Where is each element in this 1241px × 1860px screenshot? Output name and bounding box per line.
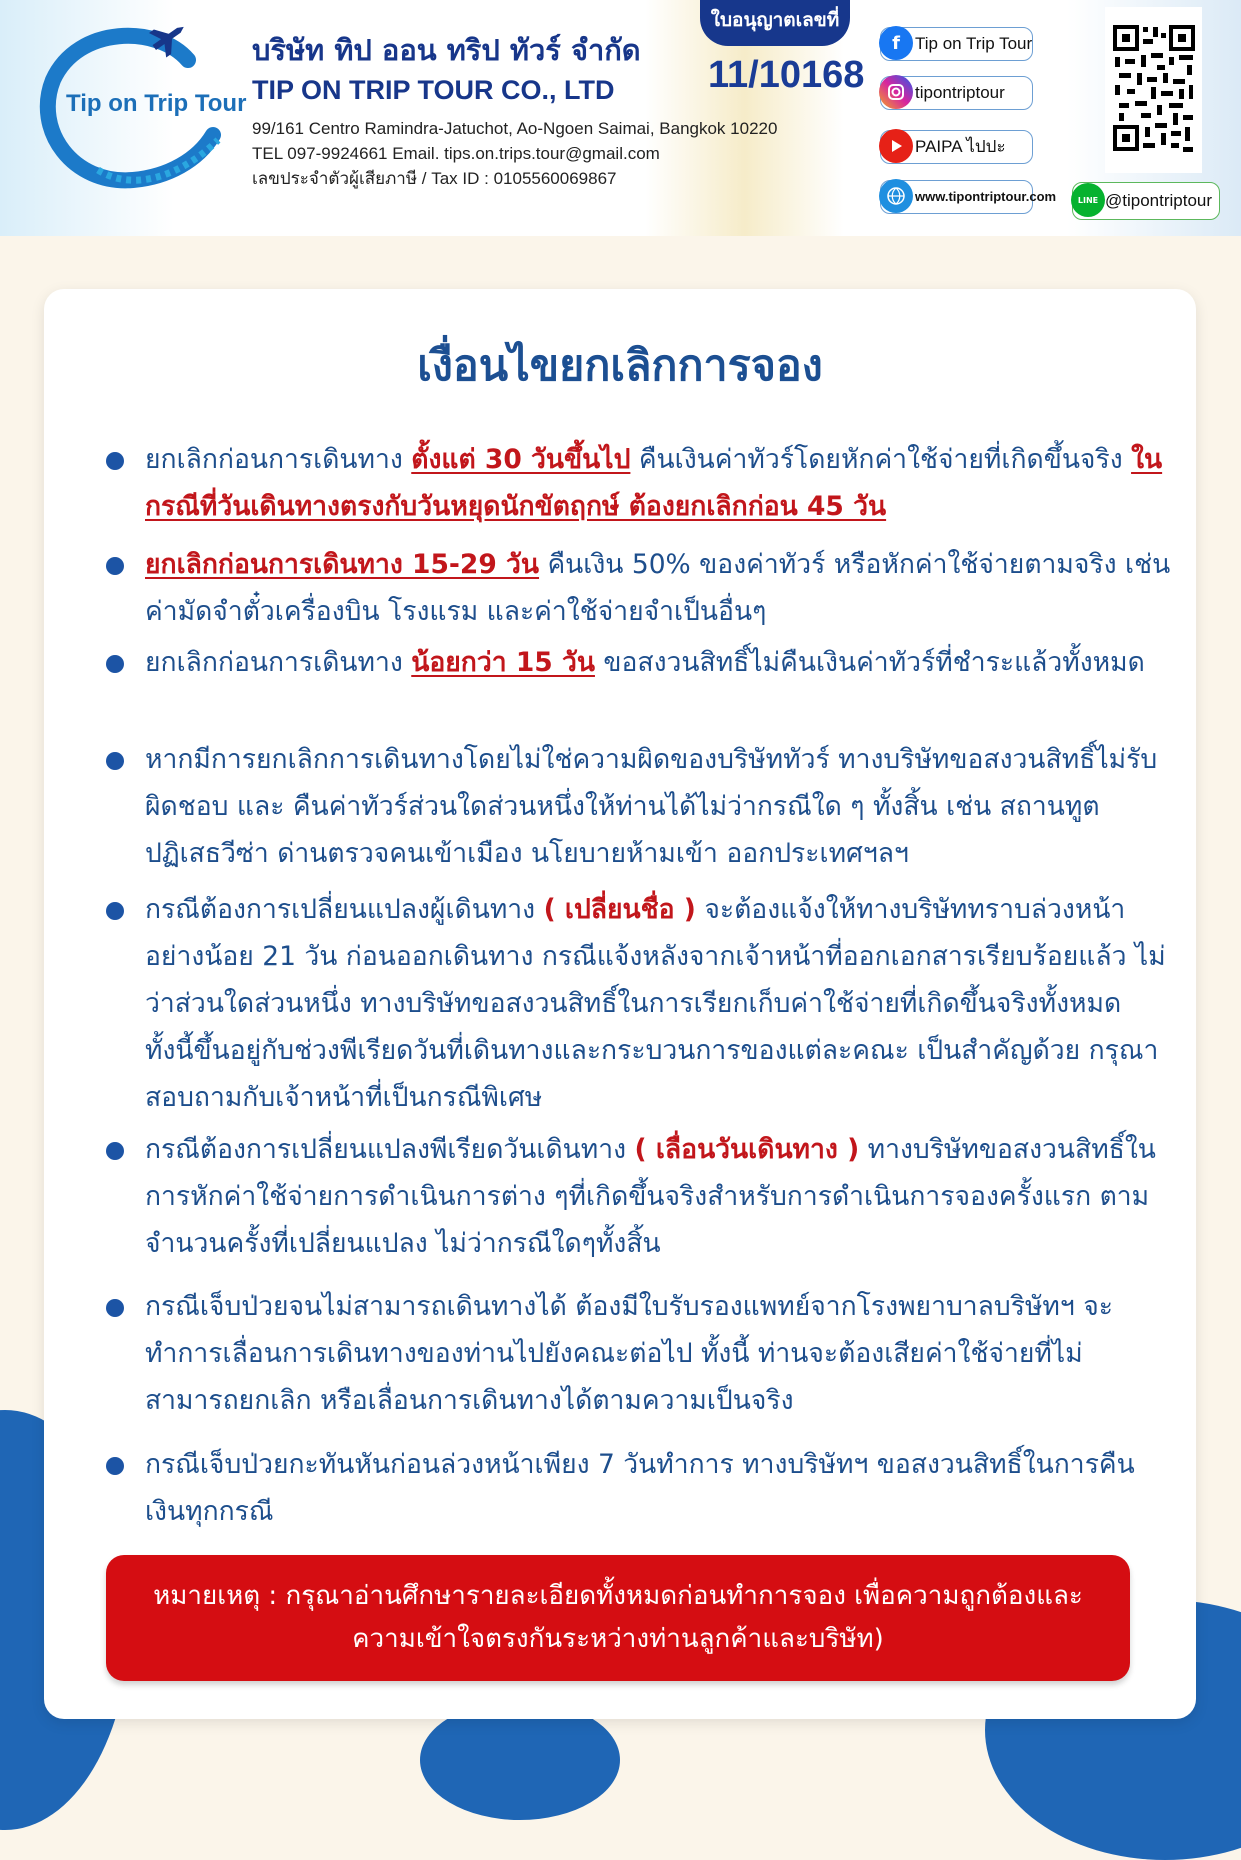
item-text: ขอสงวนสิทธิ์ไม่คืนเงินค่าทัวร์ที่ชำระแล้วทั้งหมด	[594, 647, 1145, 678]
list-item	[106, 886, 1172, 1121]
bullet-icon	[106, 1299, 124, 1317]
item-text: กรณีต้องการเปลี่ยนแปลงพีเรียดวันเดินทาง	[145, 1134, 635, 1165]
qr-code	[1105, 7, 1202, 173]
page-title: เงื่อนไขยกเลิกการจอง	[417, 341, 823, 391]
company-name-english: TIP ON TRIP TOUR CO., LTD	[252, 75, 615, 105]
company-tax-id: เลขประจำตัวผู้เสียภาษี / Tax ID : 0105560069867	[252, 169, 617, 188]
company-address: 99/161 Centro Ramindra-Jatuchot, Ao-Ngoen Saimai, Bangkok 10220	[252, 119, 778, 138]
facebook-label: Tip on Trip Tour	[915, 34, 1033, 53]
company-logo	[38, 20, 247, 202]
license-label: ใบอนุญาตเลขที่	[700, 0, 850, 46]
list-item	[106, 1283, 1172, 1424]
item-text: กรณีเจ็บป่วยกะทันหันก่อนล่วงหน้าเพียง 7 วันทำการ ทางบริษัทฯ ขอสงวนสิทธิ์ในการคืนเงินทุกกรณี	[145, 1449, 1135, 1527]
item-text: จะต้องแจ้งให้ทางบริษัททราบล่วงหน้า อย่างน้อย 21 วัน ก่อนออกเดินทาง กรณีแจ้งหลังจากเจ้าหน้าที่ออกเอกสารเรียบร้อยแล้ว ไม่ว่าส่วนใดส่วนหนึ่ง ทางบริษัทขอสงวนสิทธิ์ในการเรียกเก็บค่าใช้จ่ายที่เกิดขึ้นจริงทั้งหมด ทั้งนี้ขึ้นอยู่กับช่วงพีเรียดวันที่เดินทางและกระบวนการของแต่ละคณะ เป็นสำคัญด้วย กรุณาสอบถามกับเจ้าหน้าที่เป็นกรณีพิเศษ	[145, 894, 1166, 1113]
note-text: หมายเหตุ : กรุณาอ่านศึกษารายละเอียดทั้งหมดก่อนทำการจอง เพื่อความถูกต้องและความเข้าใจตรงกันระหว่างท่านลูกค้าและบริษัท)	[153, 1581, 1083, 1654]
bullet-icon	[106, 452, 124, 470]
instagram-icon	[879, 75, 913, 109]
instagram-link[interactable]	[880, 76, 1033, 110]
item-highlight: ( เปลี่ยนชื่อ )	[543, 894, 696, 925]
bullet-icon	[106, 902, 124, 920]
instagram-label: tipontriptour	[915, 83, 1005, 102]
bullet-icon	[106, 557, 124, 575]
logo-text: Tip on Trip Tour	[66, 90, 247, 117]
youtube-link[interactable]	[880, 130, 1033, 164]
line-link[interactable]	[1072, 182, 1220, 220]
bullet-icon	[106, 752, 124, 770]
company-info	[252, 28, 777, 191]
youtube-icon	[879, 129, 913, 163]
globe-icon	[879, 179, 913, 213]
item-text: คืนเงินค่าทัวร์โดยหักค่าใช้จ่ายที่เกิดขึ้นจริง	[630, 444, 1132, 475]
item-text: หากมีการยกเลิกการเดินทางโดยไม่ใช่ความผิดของบริษัททัวร์ ทางบริษัทขอสงวนสิทธิ์ไม่รับผิดชอบ และ คืนค่าทัวร์ส่วนใดส่วนหนึ่งให้ท่านได้ไม่ว่ากรณีใด ๆ ทั้งสิ้น เช่น สถานทูตปฏิเสธวีซ่า ด่านตรวจคนเข้าเมือง นโยบายห้ามเข้า ออกประเทศฯลฯ	[145, 744, 1158, 869]
item-text: ยกเลิกก่อนการเดินทาง	[145, 647, 412, 678]
list-item	[106, 1126, 1172, 1267]
item-highlight: น้อยกว่า 15 วัน	[411, 647, 595, 678]
item-text: ยกเลิกก่อนการเดินทาง	[145, 444, 412, 475]
list-item	[106, 541, 1172, 635]
conditions-card	[44, 289, 1196, 1719]
company-name-thai: บริษัท ทิป ออน ทริป ทัวร์ จำกัด	[252, 33, 641, 67]
note-banner	[106, 1555, 1130, 1681]
item-text: ทางบริษัทขอสงวนสิทธิ์ในการหักค่าใช้จ่ายการดำเนินการต่าง ๆที่เกิดขึ้นจริงสำหรับการดำเนินการจองครั้งแรก ตามจำนวนครั้งที่เปลี่ยนแปลง ไม่ว่ากรณีใดๆทั้งสิ้น	[145, 1134, 1156, 1259]
bullet-icon	[106, 1142, 124, 1160]
website-label: www.tipontriptour.com	[915, 189, 1057, 204]
list-item	[106, 639, 1172, 686]
list-item	[106, 1441, 1172, 1535]
item-text: กรณีเจ็บป่วยจนไม่สามารถเดินทางได้ ต้องมีใบรับรองแพทย์จากโรงพยาบาลบริษัทฯ จะทำการเลื่อนการเดินทางของท่านไปยังคณะต่อไป ทั้งนี้ ท่านจะต้องเสียค่าใช้จ่ายที่ไม่สามารถยกเลิก หรือเลื่อนการเดินทางได้ตามความเป็นจริง	[145, 1291, 1113, 1416]
list-item	[106, 436, 1172, 530]
item-highlight: ในกรณีที่วันเดินทางตรงกับวันหยุดนักขัตฤกษ์ ต้องยกเลิกก่อน 45 วัน	[145, 444, 1163, 522]
item-text: กรณีต้องการเปลี่ยนแปลงผู้เดินทาง	[145, 894, 544, 925]
item-highlight: ( เลื่อนวันเดินทาง )	[634, 1134, 860, 1165]
youtube-label: PAIPA ไปปะ	[915, 137, 1006, 156]
item-highlight: ตั้งแต่ 30 วันขึ้นไป	[411, 444, 631, 475]
list-item	[106, 736, 1172, 877]
website-link[interactable]	[880, 180, 1057, 214]
bullet-icon	[106, 655, 124, 673]
license-number: 11/10168	[708, 54, 865, 96]
bullet-icon	[106, 1457, 124, 1475]
item-text: คืนเงิน 50% ของค่าทัวร์ หรือหักค่าใช้จ่ายตามจริง เช่น ค่ามัดจำตั๋วเครื่องบิน โรงแรม และค่าใช้จ่ายจำเป็นอื่นๆ	[145, 549, 1171, 627]
company-contact: TEL 097-9924661 Email. tips.on.trips.tour@gmail.com	[252, 144, 660, 163]
item-highlight: ยกเลิกก่อนการเดินทาง 15-29 วัน	[145, 549, 540, 580]
line-icon: LINE	[1071, 183, 1105, 217]
facebook-icon: f	[879, 26, 913, 60]
line-label: @tipontriptour	[1105, 191, 1213, 210]
letterhead	[0, 0, 1241, 236]
facebook-link[interactable]	[880, 27, 1033, 61]
